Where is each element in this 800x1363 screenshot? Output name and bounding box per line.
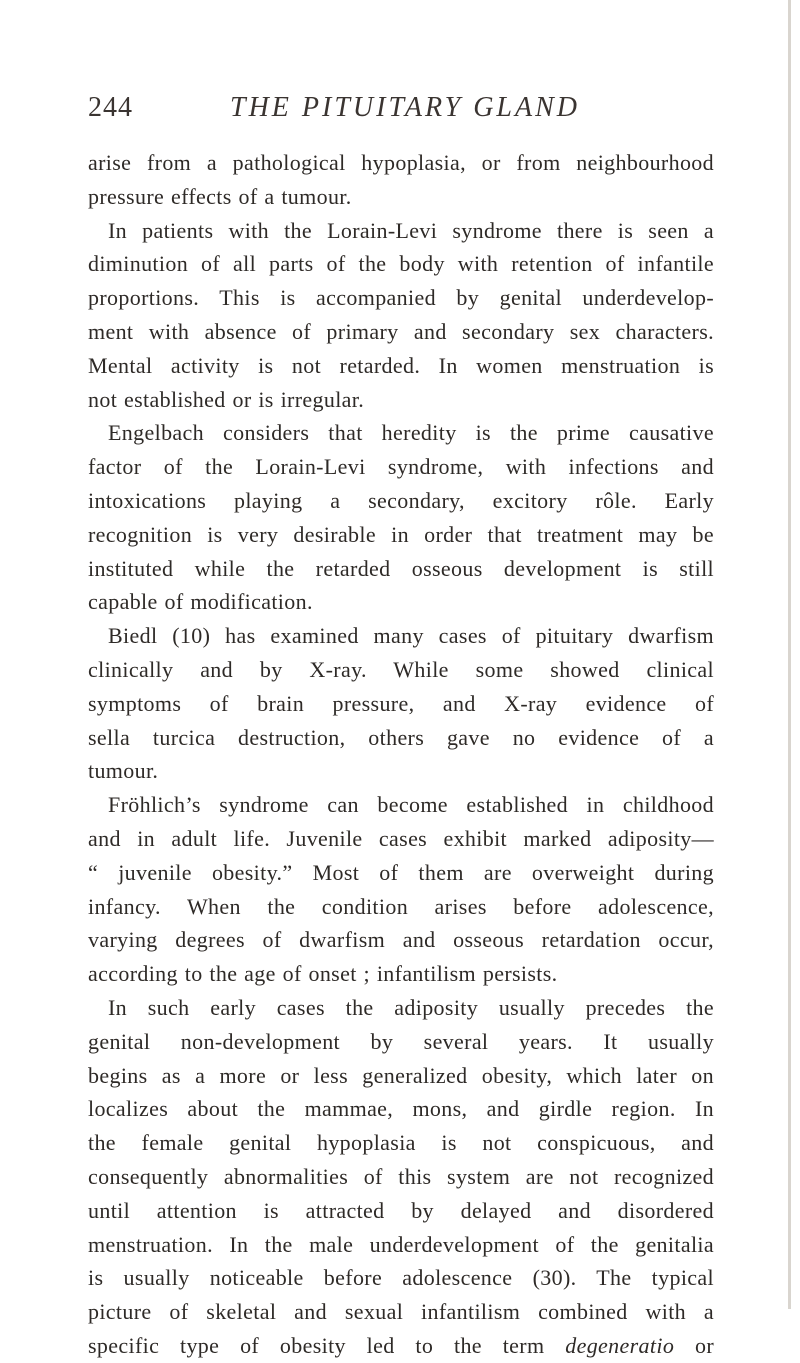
text-line: genital non-development by several years. It usually <box>88 1028 714 1054</box>
text-line: ment with absence of primary and secondary sex characters. <box>88 318 714 344</box>
text-line: and in adult life. Juvenile cases exhibit marked adiposity— <box>88 825 714 851</box>
text-line: “ juvenile obesity.” Most of them are overweight during <box>88 859 714 885</box>
text-line: tumour. <box>88 758 159 784</box>
italic-term: degeneratio <box>565 1332 675 1358</box>
text-line: proportions. This is accompanied by genital underdevelop- <box>88 285 714 311</box>
text-line: picture of skeletal and sexual infantilism combined with a <box>88 1299 714 1325</box>
text-line: the female genital hypoplasia is not conspicuous, and <box>88 1130 714 1156</box>
page-number: 244 <box>88 92 133 123</box>
text-line: intoxications playing a secondary, excitory rôle. Early <box>88 487 714 513</box>
final-line-tail: or <box>694 1332 714 1358</box>
text-line: until attention is attracted by delayed and disordered <box>88 1197 714 1223</box>
text-line: capable of modification. <box>88 589 313 615</box>
text-line: menstruation. In the male underdevelopment of the genitalia <box>88 1231 714 1257</box>
text-line: varying degrees of dwarfism and osseous retardation occur, <box>88 927 714 953</box>
text-line: Biedl (10) has examined many cases of pituitary dwarfism <box>108 623 714 649</box>
text-line: not established or is irregular. <box>88 386 365 412</box>
text-line: In such early cases the adiposity usually precedes the <box>108 994 714 1020</box>
text-line: according to the age of onset ; infantilism persists. <box>88 961 558 987</box>
text-line: consequently abnormalities of this system are not recognized <box>88 1163 714 1189</box>
text-line: In patients with the Lorain-Levi syndrome there is seen a <box>108 217 714 243</box>
text-line: factor of the Lorain-Levi syndrome, with infections and <box>88 454 714 480</box>
text-line: sella turcica destruction, others gave no evidence of a <box>88 724 714 750</box>
text-line: clinically and by X-ray. While some showed clinical <box>88 656 714 682</box>
page-header <box>88 92 720 132</box>
text-line: is usually noticeable before adolescence (30). The typical <box>88 1265 714 1291</box>
text-line: Fröhlich’s syndrome can become established in childhood <box>108 792 714 818</box>
text-line: begins as a more or less generalized obesity, which later on <box>88 1062 714 1088</box>
text-line: diminution of all parts of the body with retention of infantile <box>88 251 714 277</box>
text-line: localizes about the mammae, mons, and girdle region. In <box>88 1096 714 1122</box>
text-line: instituted while the retarded osseous development is still <box>88 555 714 581</box>
running-title: THE PITUITARY GLAND <box>230 92 581 123</box>
text-line: recognition is very desirable in order that treatment may be <box>88 521 714 547</box>
body-text <box>88 146 714 1363</box>
text-line: symptoms of brain pressure, and X-ray evidence of <box>88 690 714 716</box>
page-edge-line <box>788 0 791 1309</box>
text-line: pressure effects of a tumour. <box>88 183 352 209</box>
text-line: infancy. When the condition arises before adolescence, <box>88 893 714 919</box>
text-line: arise from a pathological hypoplasia, or from neighbourhood <box>88 150 714 175</box>
text-line: Engelbach considers that heredity is the prime causative <box>108 420 714 446</box>
final-text-line <box>88 1329 714 1363</box>
final-line-lead: specific type of obesity led to the term <box>88 1332 545 1358</box>
text-line: Mental activity is not retarded. In women menstruation is <box>88 352 714 378</box>
